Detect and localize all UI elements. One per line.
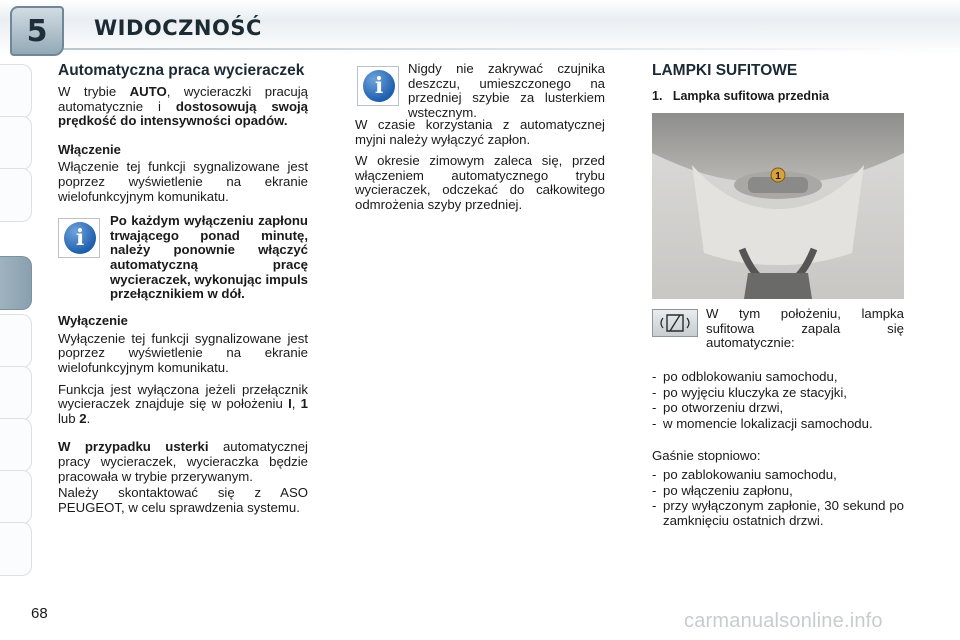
- ceiling-lamp-photo: [652, 113, 904, 299]
- info-icon: i: [58, 218, 100, 258]
- header-rule: [40, 48, 960, 50]
- side-tab: [0, 314, 32, 368]
- carwash-paragraph: W czasie korzystania z automatycznej myjni należy wyłączyć zapłon.: [355, 117, 605, 147]
- positions-text: Funkcja jest wyłączona jeżeli przełącznik wycieraczek znajduje się w położeniu: [58, 381, 308, 412]
- positions-paragraph: [58, 383, 308, 427]
- or-text: lub: [58, 410, 80, 426]
- winter-paragraph: W okresie zimowym zaleca się, przed włączeniem automatycznego trybu wycieraczek, odczekać do całkowitego odmrożenia szyby przedniej.: [355, 153, 605, 212]
- list-item: - po włączeniu zapłonu,: [652, 484, 904, 499]
- list-item: - po zablokowaniu samochodu,: [652, 468, 904, 483]
- on-heading: Włączenie: [58, 141, 121, 157]
- section-heading: LAMPKI SUFITOWE: [652, 62, 798, 79]
- contact-paragraph: Należy skontaktować się z ASO PEUGEOT, w celu sprawdzenia systemu.: [58, 485, 308, 515]
- auto-mode-label: AUTO: [129, 84, 167, 99]
- off-heading: Wyłączenie: [58, 313, 128, 329]
- period: .: [86, 410, 91, 426]
- fault-emphasis: W przypadku usterki: [58, 439, 209, 455]
- left-column: [58, 62, 308, 522]
- side-tab: [0, 366, 32, 420]
- info-box: [58, 213, 308, 302]
- watermark: carmanualsonline.info: [684, 610, 883, 632]
- auto-on-list: [652, 370, 904, 431]
- list-item: - przy wyłączonym zapłonie, 30 sekund po zamknięciu ostatnich drzwi.: [652, 499, 904, 528]
- rain-sensor-note: Nigdy nie zakrywać czujnika deszczu, umieszczonego na przedniej szybie za lusterkiem wstecznym.: [408, 61, 605, 120]
- auto-paragraph: W tym położeniu, lampka sufitowa zapala się automatycznie:: [706, 306, 904, 351]
- auto-text-block: [706, 307, 904, 358]
- intro-emphasis: dostosowują swoją prędkość do intensywności opadów.: [58, 98, 308, 129]
- list-item: - po wyjęciu kluczyka ze stacyjki,: [652, 386, 904, 401]
- door-light-icon: [652, 309, 698, 337]
- separator: ,: [291, 396, 301, 412]
- section-heading: Automatyczna praca wycieraczek: [58, 62, 305, 79]
- fade-list: [652, 468, 904, 528]
- side-tab: [0, 168, 32, 222]
- info-box: [355, 61, 605, 120]
- chapter-number: 5: [26, 13, 48, 49]
- side-tab: [0, 64, 32, 118]
- side-tab-active: [0, 256, 32, 310]
- position-i: I: [288, 396, 292, 412]
- fault-text: automatycznej pracy wycieraczek, wycieraczka będzie pracowała w trybie przerywanym.: [58, 439, 308, 484]
- page-title: WIDOCZNOŚĆ: [94, 16, 262, 40]
- list-item: - po odblokowaniu samochodu,: [652, 370, 904, 385]
- side-tab: [0, 522, 32, 576]
- side-tab: [0, 470, 32, 524]
- fault-paragraph: [58, 440, 308, 484]
- intro-text: W trybie: [58, 84, 130, 99]
- intro-paragraph: [58, 85, 308, 129]
- position-2: 2: [79, 410, 87, 426]
- chapter-number-tab: [10, 6, 64, 56]
- right-column: [652, 62, 904, 104]
- list-item: - w momencie lokalizacji samochodu.: [652, 417, 904, 432]
- ceiling-lamp-illustration: [652, 113, 904, 299]
- side-tab: [0, 418, 32, 472]
- right-lists: [652, 370, 904, 529]
- info-icon: i: [357, 66, 399, 106]
- photo-callout-label: 1: [775, 171, 781, 182]
- on-paragraph: Włączenie tej funkcji sygnalizowane jest poprzez wyświetlenie na ekranie wielofunkcyjnym komunikatu.: [58, 159, 308, 204]
- off-paragraph: Wyłączenie tej funkcji sygnalizowane jest poprzez wyświetlenie na ekranie wielofunkcyjnym komunikatu.: [58, 330, 308, 375]
- middle-column: [355, 62, 605, 220]
- list-item: - po otworzeniu drzwi,: [652, 401, 904, 416]
- position-1: 1: [300, 396, 308, 412]
- fade-heading: Gaśnie stopniowo:: [652, 448, 761, 464]
- info-note: Po każdym wyłączeniu zapłonu trwającego ponad minutę, należy ponownie włączyć automatyczną pracę wycieraczek, wykonując impuls przełącznikiem w dół.: [110, 213, 308, 302]
- side-tabs: [0, 64, 34, 584]
- page-number: 68: [31, 605, 48, 622]
- subsection-heading: 1. Lampka sufitowa przednia: [652, 89, 830, 103]
- intro-text: , wycieraczki pracują automatycznie i: [58, 84, 308, 114]
- side-tab: [0, 116, 32, 170]
